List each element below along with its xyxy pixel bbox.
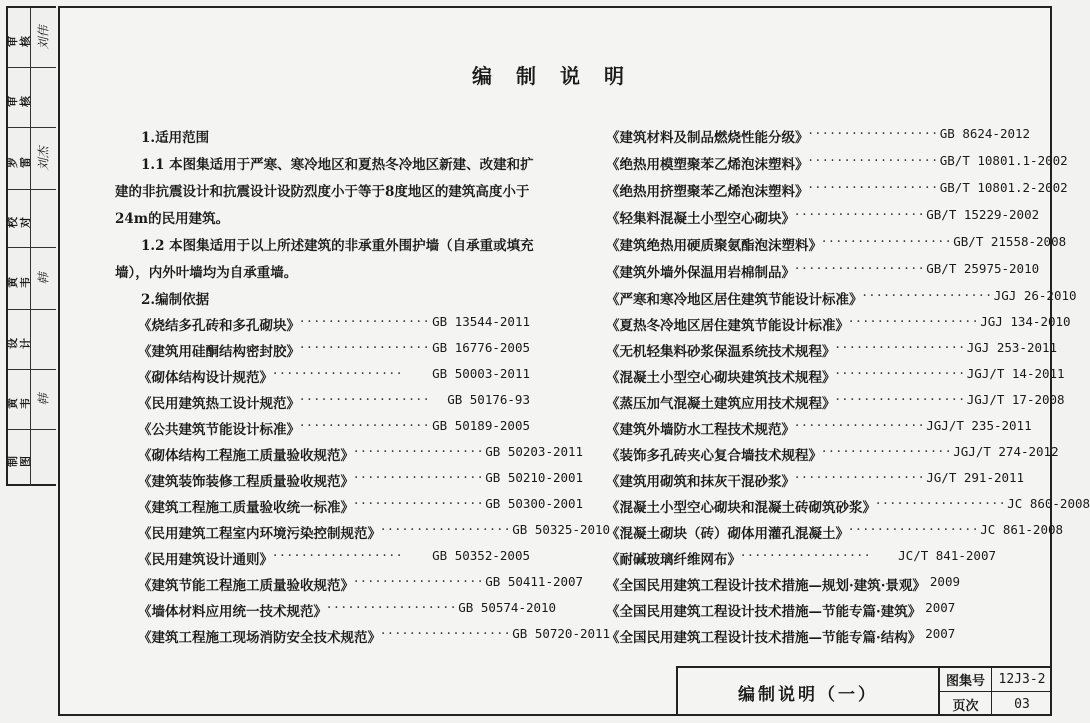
reference-item: 《耐碱玻璃纤维网布》 ·················· JC/T 841-2007 [606,548,996,568]
title-block [676,666,1052,716]
sidebar-cell [8,128,56,190]
reference-item: 《混凝土砌块（砖）砌体用灌孔混凝土》 ·················· JC 861-2008 [606,522,1064,542]
reference-item: 《蒸压加气混凝土建筑应用技术规程》 ·················· JGJ/T 17-2008 [606,392,1065,412]
reference-item: 《全国民用建筑工程设计技术措施—规划·建筑·景观》 2009 [606,574,961,594]
reference-item: 《轻集料混凝土小型空心砌块》 ·················· GB/T 15229-2002 [606,207,1040,227]
sidebar-role: 设计 [6,337,32,349]
reference-item: 《全国民用建筑工程设计技术措施—节能专篇·结构》 2007 [606,626,956,646]
reference-item: 《建筑工程施工现场消防安全技术规范》 ·················· GB 50720-2011 [138,626,611,646]
reference-item: 《烧结多孔砖和多孔砌块》 ·················· GB 13544-2011 [138,314,530,334]
approval-sidebar [6,6,56,486]
sidebar-cell [8,68,56,128]
signature: 刘杰 [30,128,55,189]
paragraph-line: 墙），内外叶墙均为自承重墙。 [115,265,298,281]
reference-item: 《公共建筑节能设计标准》 ·················· GB 50189-2005 [138,418,530,438]
sidebar-role: 审核 [6,35,32,47]
atlas-number: 12J3-2 [992,668,1052,692]
page-title: 编制说明 [472,64,648,88]
reference-item: 《建筑外墙防水工程技术规范》 ·················· JGJ/T 235-2011 [606,418,1032,438]
page-label: 页次 [940,692,992,716]
sidebar-cell [8,370,56,430]
section-heading: 1.适用范围 [141,130,210,146]
atlas-label: 图集号 [940,668,992,692]
reference-item: 《无机轻集料砂浆保温系统技术规程》 ·················· JGJ 253-2011 [606,340,1058,360]
sidebar-cell [8,310,56,370]
paragraph-line: 24m的民用建筑。 [115,211,230,227]
sidebar-cell [8,248,56,310]
reference-item: 《严寒和寒冷地区居住建筑节能设计标准》 ·················· JGJ 26-2010 [606,288,1077,308]
reference-item: 《民用建筑工程室内环境污染控制规范》 ·················· GB 50325-2010 [138,522,611,542]
signature: 韩 [30,370,55,429]
signature: 刘伟 [30,8,55,67]
reference-item: 《砌体结构设计规范》 ·················· GB 50003-2011 [138,366,530,386]
reference-item: 《民用建筑热工设计规范》 ·················· GB 50176-93 [138,392,530,412]
page-number: 03 [1014,696,1030,712]
sidebar-role: 校对 [6,216,32,228]
reference-item: 《全国民用建筑工程设计技术措施—节能专篇·建筑》 2007 [606,600,956,620]
signature [30,310,55,369]
signature: 韩 [30,248,55,309]
signature [30,430,55,486]
signature [30,190,55,247]
sidebar-cell [8,190,56,248]
reference-item: 《建筑外墙外保温用岩棉制品》 ·················· GB/T 25975-2010 [606,261,1040,281]
reference-item: 《混凝土小型空心砌块和混凝土砖砌筑砂浆》 ·················· JC 860-2008 [606,496,1090,516]
reference-item: 《建筑装饰装修工程质量验收规范》 ·················· GB 50210-2001 [138,470,584,490]
sidebar-role: 制图 [6,456,32,467]
reference-item: 《民用建筑设计通则》 ·················· GB 50352-2005 [138,548,530,568]
reference-item: 《砌体结构工程施工质量验收规范》 ·················· GB 50203-2011 [138,444,584,464]
sidebar-role: 黄韦 [6,276,32,288]
sidebar-cell [8,430,56,486]
reference-item: 《建筑用砌筑和抹灰干混砂浆》 ·················· JG/T 291-2011 [606,470,1025,490]
reference-item: 《建筑用硅酮结构密封胶》 ·················· GB 16776-2005 [138,340,530,360]
reference-item: 《建筑材料及制品燃烧性能分级》 ·················· GB 8624-2012 [606,126,1031,146]
reference-item: 《建筑节能工程施工质量验收规范》 ·················· GB 50411-2007 [138,574,584,594]
reference-item: 《夏热冬冷地区居住建筑节能设计标准》 ·················· JGJ 134-2010 [606,314,1071,334]
signature [30,68,55,127]
reference-item: 《绝热用模塑聚苯乙烯泡沫塑料》 ·················· GB/T 10801.1-2002 [606,153,1068,173]
reference-item: 《墙体材料应用统一技术规范》 ·················· GB 50574-2010 [138,600,557,620]
reference-item: 《建筑工程施工质量验收统一标准》 ·················· GB 50300-2001 [138,496,584,516]
sheet-title: 编制说明（一） [678,668,940,716]
paragraph-line: 1.1 本图集适用于严寒、寒冷地区和夏热冬冷地区新建、改建和扩 [141,157,534,173]
reference-item: 《装饰多孔砖夹心复合墙技术规程》 ·················· JGJ/T 274-2012 [606,444,1059,464]
section-heading: 2.编制依据 [141,292,210,308]
reference-item: 《混凝土小型空心砌块建筑技术规程》 ·················· JGJ/T 14-2011 [606,366,1065,386]
paragraph-line: 1.2 本图集适用于以上所述建筑的非承重外围护墙（自承重或填充 [141,238,534,254]
reference-item: 《建筑绝热用硬质聚氨酯泡沫塑料》 ·················· GB/T 21558-2008 [606,234,1067,254]
sidebar-role: 审核 [6,95,32,107]
reference-item: 《绝热用挤塑聚苯乙烯泡沫塑料》 ·················· GB/T 10801.2-2002 [606,180,1068,200]
paragraph-line: 建的非抗震设计和抗震设计设防烈度小于等于8度地区的建筑高度小于 [115,184,530,200]
sidebar-cell [8,8,56,68]
sidebar-role: 罗雷 [6,156,32,168]
sidebar-role: 黄韦 [6,397,32,409]
